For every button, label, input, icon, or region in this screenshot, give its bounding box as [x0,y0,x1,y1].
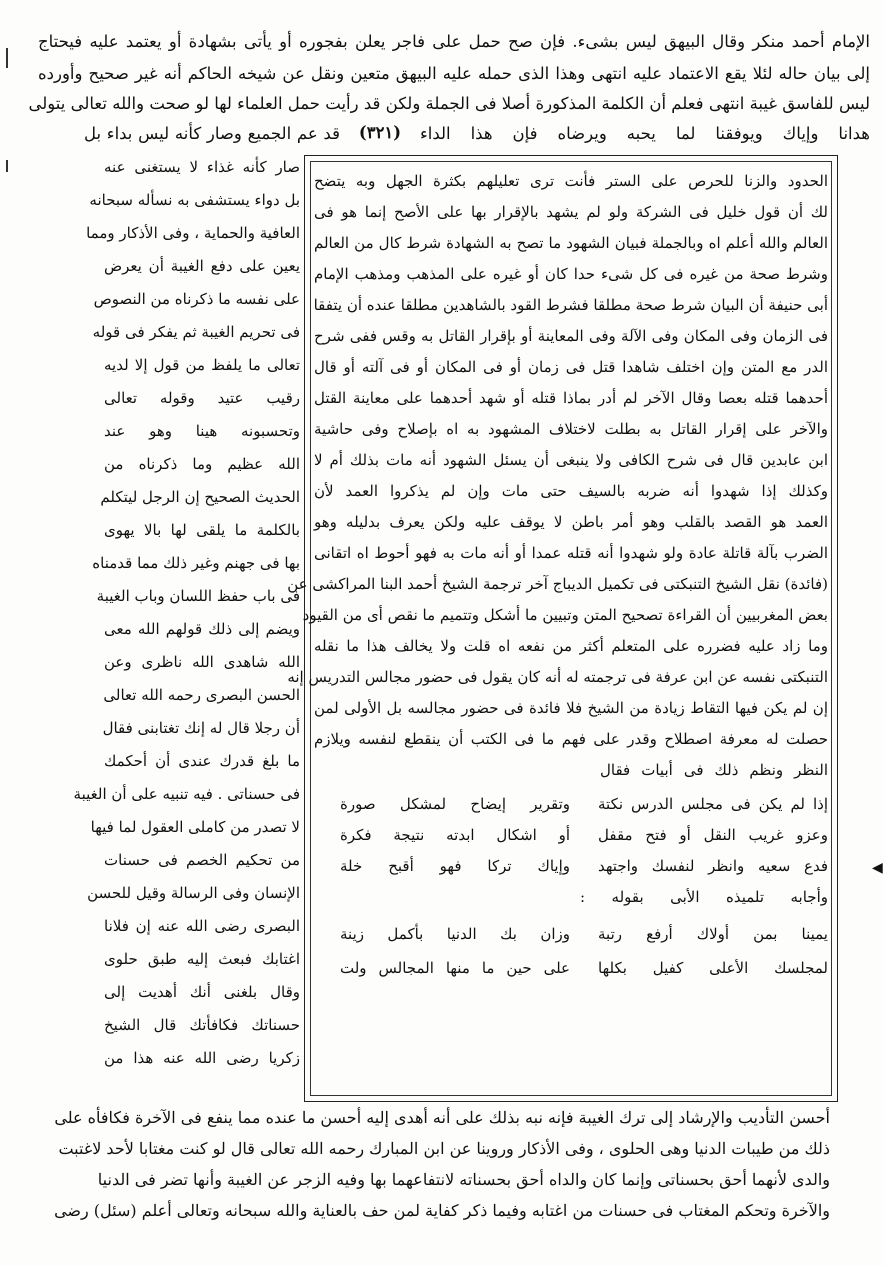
verse-row [340,826,828,844]
commentary-line: وما زاد عليه فضرره على المتعلم أكثر من نفعه اه قلت ولا يخالف هذا ما نقله [314,637,828,655]
text-line: الله عظيم وما ذكرناه من [104,455,300,473]
verse-first-hemistich: فدع سعيه وانظر لنفسك واجتهد [598,857,828,875]
verse-row [340,857,828,875]
verse-second-hemistich: وتقرير إيضاح لمشكل صورة [340,795,570,813]
text-line: ويضم إلى ذلك قولهم الله معى [104,620,300,638]
commentary-line: لك أن قول خليل فى الشركة ولو لم يشهد بالإقرار بها على الأصح إنما هو فى [314,203,828,221]
commentary-line: (فائدة) نقل الشيخ التنبكتى فى تكميل الديباج آخر ترجمة الشيخ أحمد البنا المراكشى عن [287,575,828,593]
commentary-line: إن لم يكن فيها التقاط زيادة من الشيخ فلا فائدة فى حضور مجالسه بل الأولى لمن [314,699,828,717]
text-line: فى باب حفظ اللسان وباب الغيبة [96,587,300,605]
text-line: الله شاهدى الله ناظرى وعن [104,653,300,671]
text-line: ذلك من طيبات الدنيا وهى الحلوى ، وفى الأذكار وروينا عن ابن المبارك رحمه الله تعالى قال لو كنت مغتابا لأحد لاغتبت [58,1139,830,1158]
verse-first-hemistich: وعزو غريب النقل أو فتح مقفل [598,826,828,844]
text-line: يعين على دفع الغيبة أن يعرض [104,257,300,275]
text-line: العافية والحماية ، وفى الأذكار ومما [86,224,300,242]
text-line: فى تحريم الغيبة ثم يفكر فى قوله [92,323,300,341]
commentary-line: الدر مع المتن وإن اختلف شاهدا قتل فى زمان أو فى المكان أو فى آلته أو قال [314,358,828,376]
text-line: فى حسناتى . فيه تنبيه على أن الغيبة [73,785,300,803]
commentary-line: الضرب بآلة قاتلة عادة ولو شهدوا أنه قتله عمدا أو أنه مات به فهو أحوط اه اتقانى [314,544,828,562]
text-line: لا تصدر من كاملى العقول لما فيها [90,818,300,836]
text-line: إلى بيان حاله لئلا يقع الاعتماد عليه انتهى وهذا الذى حمله عليه البيهق متعين ونقل عن شيخه الحاكم أنه غير صحيح وأورده [38,64,870,83]
verse-first-hemistich: لمجلسك الأعلى كفيل بكلها [598,959,828,977]
text-line: الإنسان وفى الرسالة وقيل للحسن [87,884,300,902]
commentary-line: النظر ونظم ذلك فى أبيات فقال [600,761,828,779]
commentary-line: العمد هو القصد بالقلب وهو أمر باطن لا يوقف عليه ولكن يعرف بدليله وهو [314,513,828,531]
text-line: بل دواء يستشفى به نسأله سبحانه [89,191,300,209]
text-line: على نفسه ما ذكرناه من النصوص [93,290,300,308]
text-line: الحسن البصرى رحمه الله تعالى [103,686,300,704]
commentary-line: أحدهما قتله بعصا وقال الآخر لم أدر بماذا قتله أو شهد أحدهما على معاينة القتل [314,389,828,407]
text-line: بها فى جهنم وغير ذلك مما قدمناه [92,554,300,572]
text-line: قد عم الجميع وصار كأنه ليس بداء بل [84,124,340,143]
text-line: وتحسبونه هينا وهو عند [104,422,300,440]
commentary-line: وشرط صحة من غيره فى كل شىء حدا كان أو غيره على المذهب ومذهب الإمام [314,265,828,283]
text-line: رقيب عتيد وقوله تعالى [104,389,300,407]
text-line: الإمام أحمد منكر وقال البيهق ليس بشىء. فإن صح حمل على فاجر يعلن بفجوره أو يأتى بشهادة أو يعتمد عليه فيحتاج [38,32,870,51]
verse-row [340,959,828,977]
commentary-line: العالم والله أعلم اه وبالجملة فبيان الشهود ما تصح به الشهادة شرط كال من العالم [314,234,828,252]
text-line: أحسن التأديب والإرشاد إلى ترك الغيبة فإنه نبه بذلك على أنه أهدى إليه أحسن ما عنده مما ينفع فى الآخرة فكافأه على [54,1108,830,1127]
text-line: من تحكيم الخصم فى حسنات [104,851,300,869]
text-line: ليس للفاسق غيبة انتهى فعلم أن الكلمة المذكورة أصلا فى الجملة ولكن قد رأيت حمل العلماء لها لو صحت والله تعالى يتولى [28,94,870,113]
commentary-line: بعض المغربيين أن القراءة تصحيح المتن وتبيين ما أشكل وتتميم ما نقص أى من القيود [302,606,828,624]
text-line: والآخرة وتحكم المغتاب فى حسنات من اغتابه وفيما ذكر كفاية لمن حف بالعناية والله سبحانه وتعالى أعلم (سئل) رضى [54,1201,830,1220]
verse-second-hemistich: وزان بك الدنيا بأكمل زينة [340,925,570,943]
page-edge-arrow-icon: ◀ [872,860,883,876]
text-line: حسناتك فكافأتك قال الشيخ [104,1016,300,1034]
text-line: ما بلغ قدرك عندى أن أحكمك [104,752,300,770]
text-line: وقال بلغنى أنك أهديت إلى [104,983,300,1001]
commentary-line: فى الزمان وفى المكان وفى الآلة وفى المعاينة أو بإقرار القاتل به وقس ففى شرح [314,327,828,345]
text-line: والدى لأنهما أحق بحسناتى وإنما كان والداه أحق بحسناته لانتفاعهما بها وفيه الزجر عن الغيبة وأنها تضر فى الدنيا [97,1170,830,1189]
text-line: اغتابك فبعث إليه طبق حلوى [104,950,300,968]
commentary-line: أبى حنيفة أن البيان شرط صحة مطلقا فشرط القود بالشاهدين مطلقا عنده أن يتفقا [313,296,828,314]
text-line: زكريا رضى الله عنه هذا من [104,1049,300,1067]
text-line: تعالى ما يلفظ من قول إلا لديه [104,356,300,374]
commentary-line: الحدود والزنا للحرص على الستر فأنت ترى تعليلهم بكثرة الجهل وبه يتضح [314,172,828,190]
verse-row [340,925,828,943]
verse-second-hemistich: على حين ما منها المجالس ولت [340,959,570,977]
commentary-line: التنبكتى نفسه عن ابن عرفة فى ترجمته له أنه كان يقول فى حضور مجالس التدريس إنه [287,668,828,686]
commentary-line: والآخر على إقرار القاتل به بطلت لاختلاف المشهود به اه بإصلاح وفى حاشية [314,420,828,438]
verse-second-hemistich: أو اشكال ابدته نتيجة فكرة [340,826,570,844]
commentary-line: وكذلك إذا شهدوا أنه ضربه بالسيف حتى مات وإن لم يذكروا العمد لأن [314,482,828,500]
text-line: بالكلمة ما يلقى لها بالا يهوى [104,521,300,539]
verse-row [340,795,828,813]
text-line: أن رجلا قال له إنك تغتابنى فقال [102,719,300,737]
verse-intro: وأجابه تلميذه الأبى بقوله : [580,888,828,906]
text-line: هدانا وإياك ويوفقنا لما يحبه ويرضاه فإن هذا الداء [420,124,870,143]
text-line: البصرى رضى الله عنه إن فلانا [104,917,300,935]
left-edge-mark [6,48,8,68]
page-number: (٣٢١) [358,123,402,142]
text-line: الحديث الصحيح إن الرجل ليتكلم [100,488,300,506]
commentary-line: ابن عابدين قال فى شرح الكافى ولا ينبغى أن يسئل الشهود أنه مات بذلك أم لا [314,451,828,469]
left-edge-mark [6,160,8,172]
verse-first-hemistich: إذا لم يكن فى مجلس الدرس نكتة [598,795,828,813]
verse-second-hemistich: وإياك تركا فهو أقبح خلة [340,857,570,875]
text-line: صار كأنه غذاء لا يستغنى عنه [104,158,300,176]
commentary-line: حصلت له معرفة اصطلاح وقدر على فهم ما فى الكتب أن ينقطع لنفسه ويلازم [314,730,828,748]
verse-first-hemistich: يمينا بمن أولاك أرفع رتبة [598,925,828,943]
